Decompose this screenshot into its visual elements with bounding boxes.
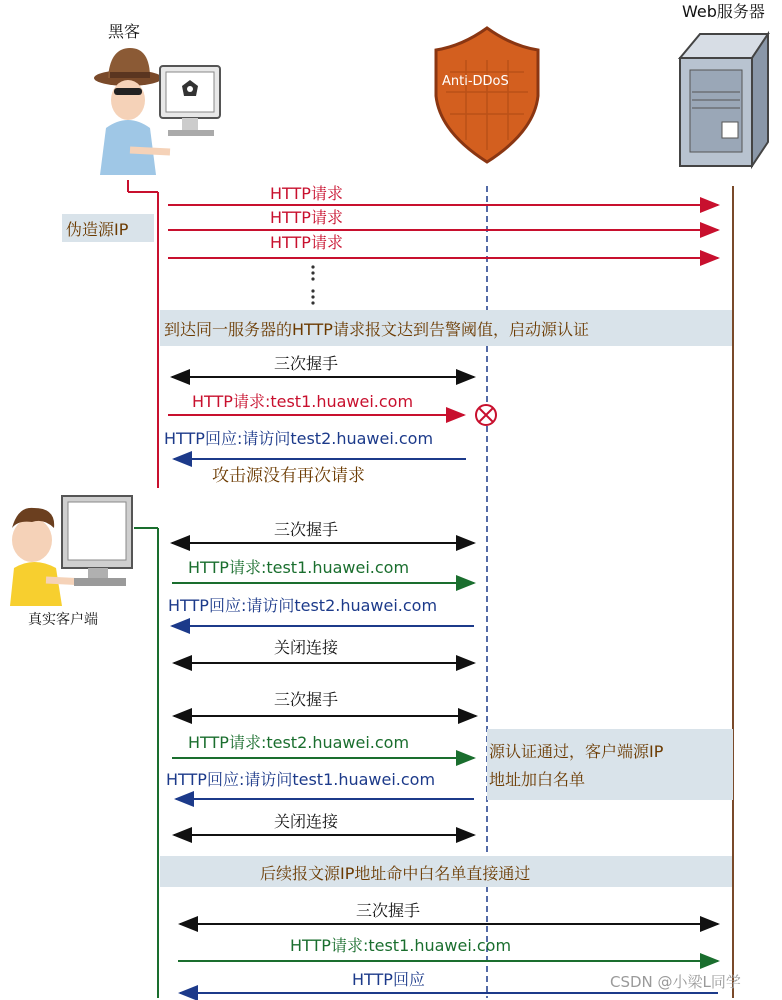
ellipsis-dots [311, 265, 314, 304]
handshake-label-3: 三次握手 [274, 690, 339, 709]
blocked-icon [476, 405, 496, 425]
forged-ip-label: 伪造源IP [66, 220, 129, 239]
real-client-icon [10, 496, 132, 606]
server-icon [680, 34, 768, 166]
hacker-icon [94, 48, 220, 175]
redirect-test1-label: HTTP回应:请访问test1.huawei.com [166, 770, 436, 789]
whitelist-banner [160, 856, 732, 887]
redirect-test2-label: HTTP回应:请访问test2.huawei.com [168, 596, 438, 615]
whitelist-banner-text: 后续报文源IP地址命中白名单直接通过 [260, 864, 531, 883]
client-req-test2-label: HTTP请求:test2.huawei.com [188, 733, 410, 752]
hacker-label: 黑客 [108, 22, 141, 41]
real-client-label: 真实客户端 [28, 612, 98, 628]
attack-label-3: HTTP请求 [270, 233, 343, 252]
forged-ip-band [62, 214, 154, 242]
antiddos-label: Anti-DDoS [442, 74, 509, 89]
auth-pass-line1: 源认证通过，客户端源IP [489, 742, 664, 761]
handshake-label-4: 三次握手 [356, 901, 421, 920]
server-resp-label: HTTP回应 [352, 970, 425, 989]
redirect-to-attacker-label: HTTP回应:请访问test2.huawei.com [164, 429, 434, 448]
attack-label-1: HTTP请求 [270, 184, 343, 203]
client-req-test1-label: HTTP请求:test1.huawei.com [188, 558, 410, 577]
server-label: Web服务器 [682, 2, 765, 21]
close-label-2: 关闭连接 [274, 812, 339, 831]
no-retry-label: 攻击源没有再次请求 [212, 466, 365, 486]
handshake-label-1: 三次握手 [274, 354, 339, 373]
handshake-label-2: 三次握手 [274, 520, 339, 539]
threshold-banner [160, 310, 732, 346]
watermark: CSDN @小梁L同学 [610, 973, 741, 991]
threshold-banner-text: 到达同一服务器的HTTP请求报文达到告警阈值，启动源认证 [164, 320, 589, 339]
auth-pass-line2: 地址加白名单 [489, 770, 586, 789]
attack-label-2: HTTP请求 [270, 208, 343, 227]
shield-icon [436, 28, 538, 162]
close-label-1: 关闭连接 [274, 638, 339, 657]
whitelisted-req-label: HTTP请求:test1.huawei.com [290, 936, 512, 955]
auth-pass-note [487, 729, 733, 800]
attack-test1-label: HTTP请求:test1.huawei.com [192, 392, 414, 411]
